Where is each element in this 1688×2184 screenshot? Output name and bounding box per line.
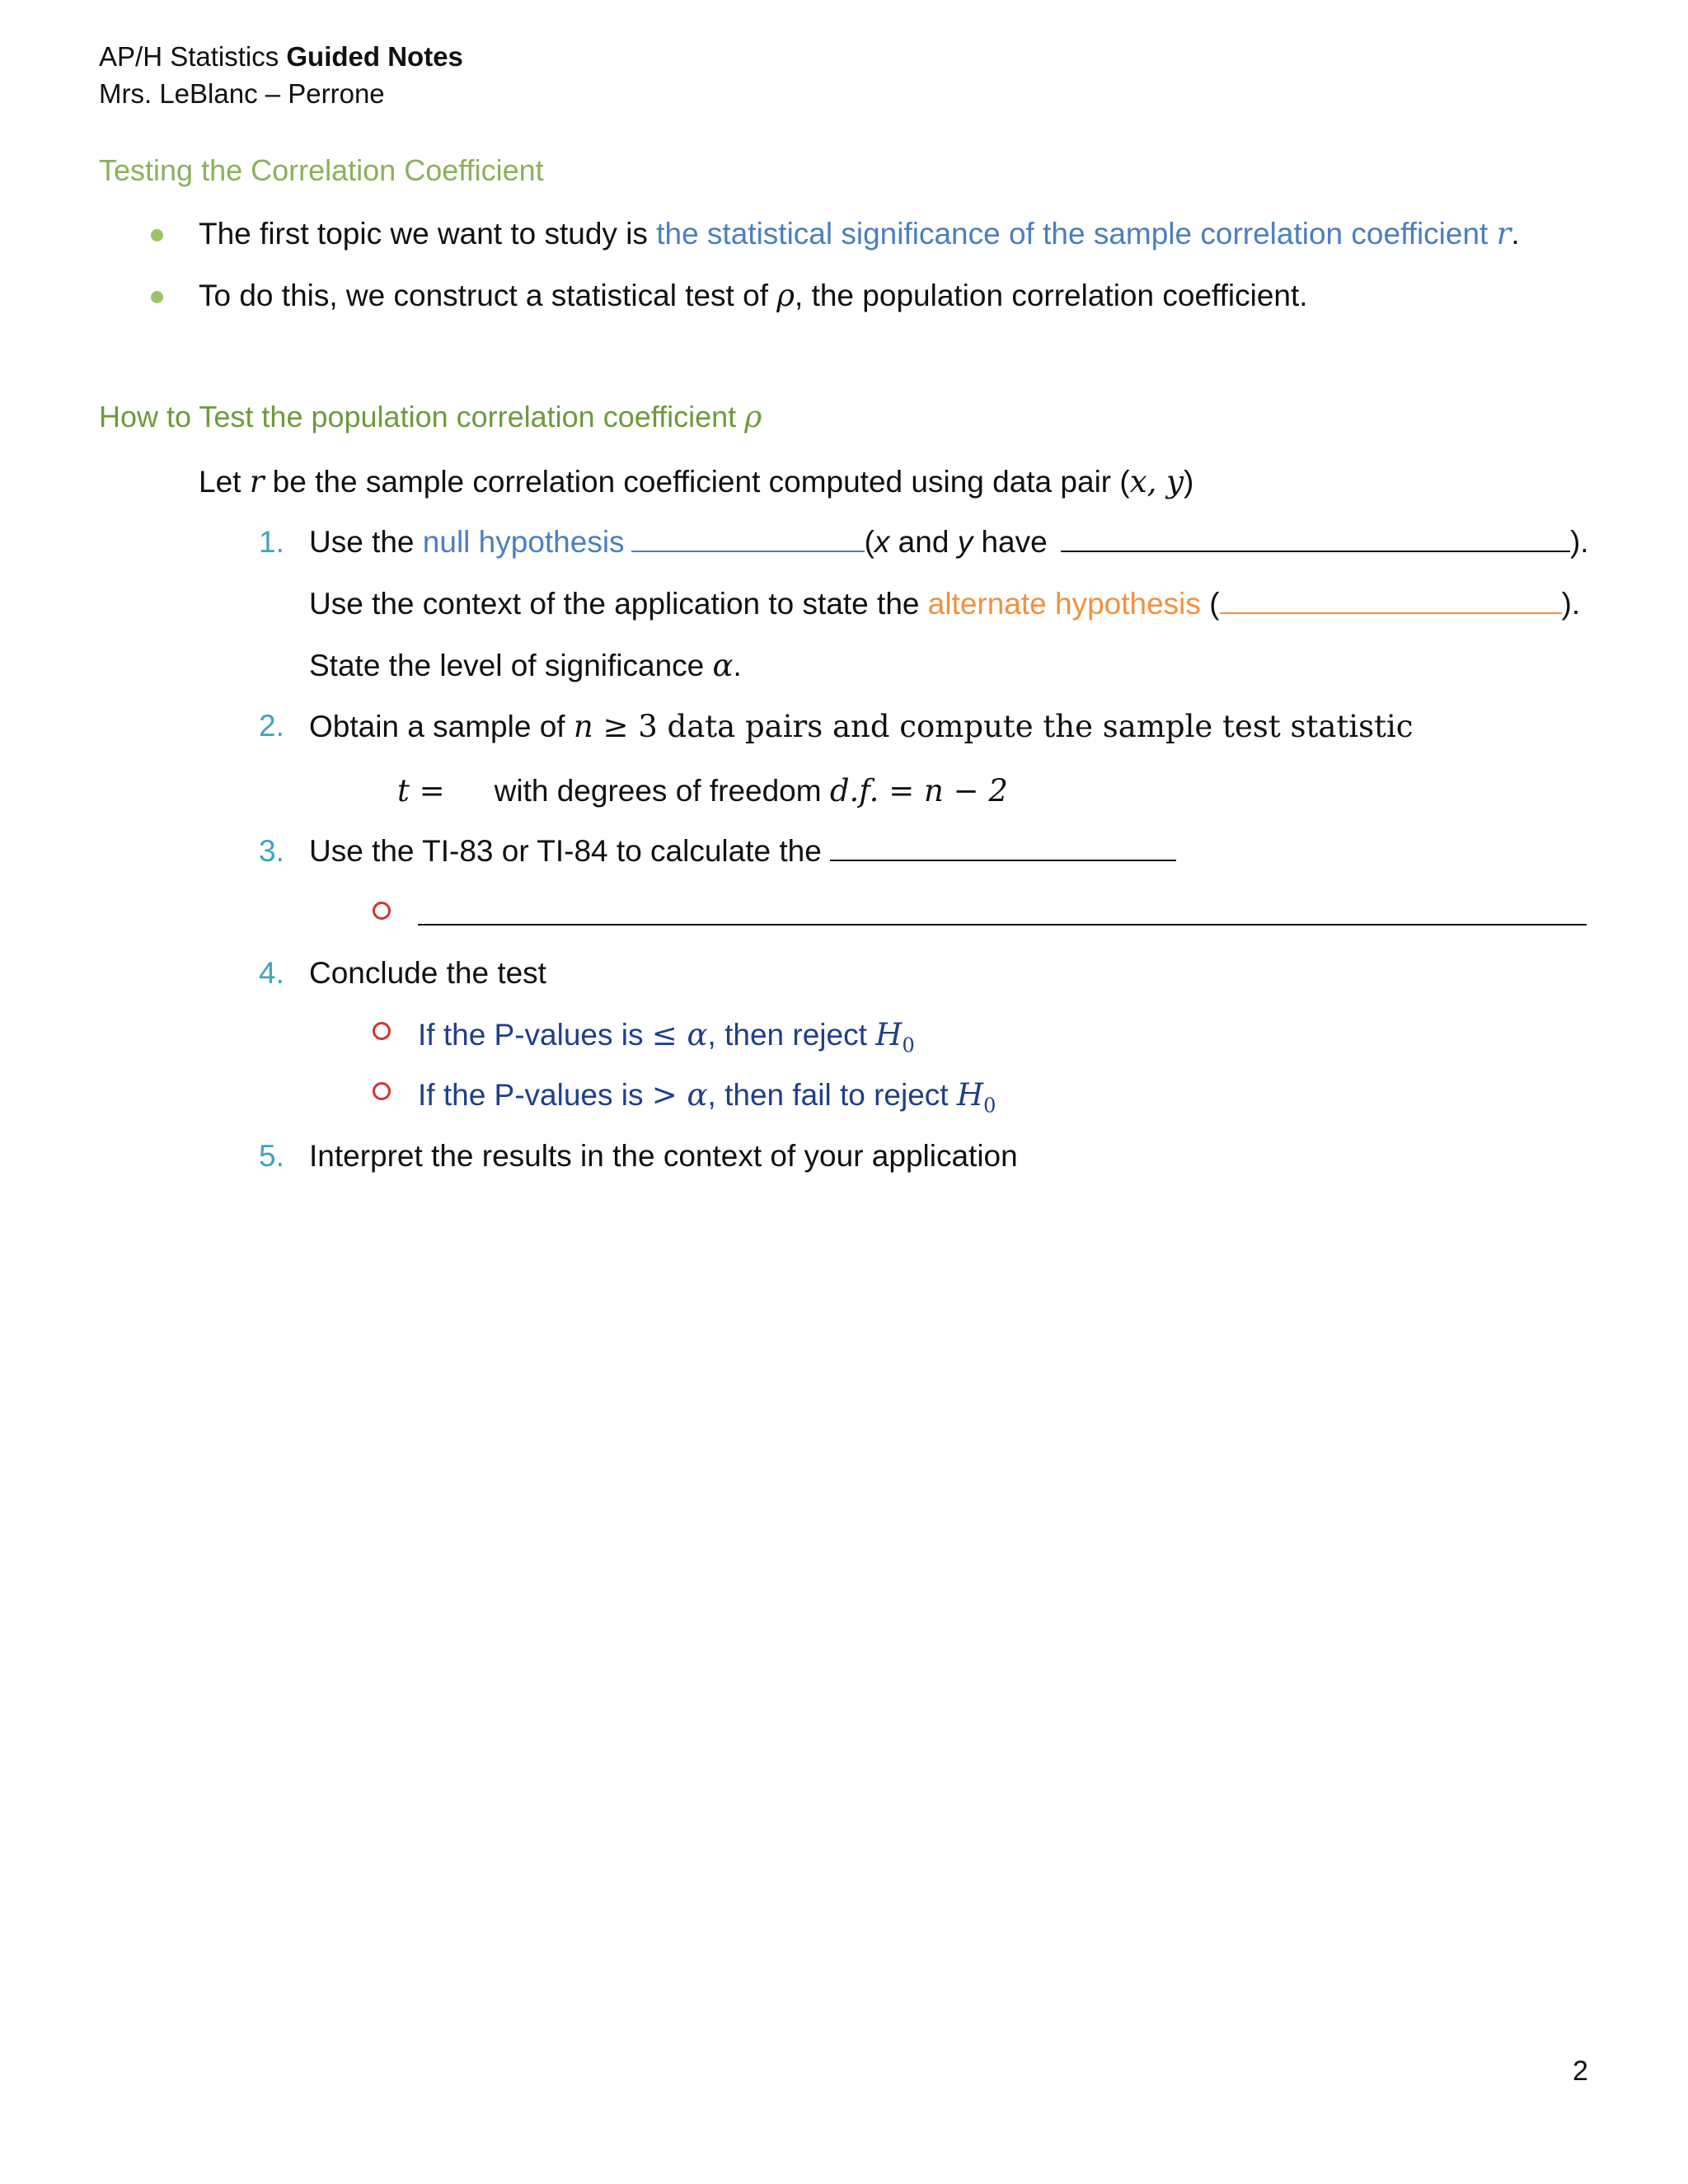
formula-lhs: t = (397, 773, 445, 808)
intro-line (199, 464, 1193, 499)
step1-line2-open: ( (1200, 587, 1220, 621)
step3-line1 (309, 834, 1176, 869)
section1-bullet-2 (199, 278, 1308, 313)
step1-x: x (874, 525, 890, 559)
null-hypothesis-blank[interactable] (631, 526, 865, 552)
sub1-subscript: 0 (902, 1033, 915, 1057)
teacher-name: Mrs. LeBlanc – Perrone (99, 78, 385, 109)
step4-sub1 (418, 1017, 915, 1057)
formula-df: d.f. (829, 773, 879, 808)
bullet1-highlight: the statistical significance of the sample correlation coefficient (656, 217, 1497, 251)
step-number: 1. (259, 525, 284, 559)
section2-title-text: How to Test the population correlation coefficient (99, 400, 745, 434)
bullet2-end: , the population correlation coefficient. (795, 279, 1308, 312)
step-number: 5. (259, 1139, 284, 1173)
sub2-h: H (956, 1077, 984, 1113)
test-statistic-formula (397, 773, 1008, 808)
sub1-text: If the P-values is (418, 1018, 652, 1052)
step1-line3 (309, 648, 742, 683)
step1-y: y (957, 525, 973, 559)
sub1-math: ≤ α (651, 1017, 708, 1052)
circle-bullet-icon (373, 902, 391, 920)
step5-line1: Interpret the results in the context of your application (309, 1139, 1018, 1173)
section2-title (99, 400, 762, 434)
step-number: 3. (259, 834, 284, 868)
step1-line3-text: State the level of significance (309, 649, 713, 682)
calculate-blank[interactable] (830, 835, 1176, 861)
formula-rhs: = n − 2 (879, 773, 1008, 808)
step1-paren: ( (864, 525, 874, 559)
intro-text-2: be the sample correlation coefficient computed using data pair ( (264, 465, 1130, 499)
step3-text: Use the TI-83 or TI-84 to calculate the (309, 834, 831, 868)
step2-n: n (573, 709, 593, 744)
alternate-hypothesis-label: alternate hypothesis (927, 587, 1201, 621)
step1-and: and (889, 525, 958, 559)
alpha-symbol: α (712, 648, 734, 683)
step1-have: have (973, 525, 1056, 559)
alternate-hypothesis-blank[interactable] (1220, 588, 1562, 614)
bullet1-math: r (1496, 216, 1512, 251)
step1-line2-text: Use the context of the application to state the (309, 587, 928, 621)
step1-line3-end: . (733, 649, 742, 682)
sub2-subscript: 0 (983, 1094, 996, 1118)
intro-math-2: x, y (1129, 464, 1184, 499)
circle-bullet-icon (373, 1022, 391, 1040)
step2-text: Obtain a sample of (309, 710, 574, 743)
course-title (99, 41, 463, 73)
page-number: 2 (1573, 2055, 1588, 2087)
section1-bullet-1 (199, 216, 1520, 251)
relationship-blank[interactable] (1061, 526, 1570, 552)
bullet-dot-icon (151, 291, 163, 303)
intro-text: Let (199, 465, 250, 499)
null-hypothesis-label: null hypothesis (422, 525, 625, 559)
step1-end: ). (1569, 525, 1589, 559)
step1-text: Use the (309, 525, 423, 559)
step2-text-2: ≥ 3 data pairs and compute the sample test statistic (593, 709, 1414, 744)
sub1-text-2: , then reject (707, 1018, 876, 1052)
bullet2-math: ρ (776, 278, 795, 313)
step1-line2 (309, 587, 1580, 621)
step1-line1 (309, 525, 1589, 560)
step3-fill-blank[interactable] (418, 899, 1587, 926)
bullet1-text: The first topic we want to study is (199, 217, 657, 251)
sub2-math: > α (651, 1077, 708, 1113)
step1-line2-end: ). (1561, 587, 1581, 621)
bullet-dot-icon (151, 229, 163, 241)
sub1-h: H (875, 1017, 903, 1052)
intro-close: ) (1184, 465, 1194, 499)
bullet2-text: To do this, we construct a statistical test of (199, 279, 777, 312)
step4-sub2 (418, 1077, 996, 1117)
course-bold: Guided Notes (286, 41, 463, 72)
bullet1-end: . (1511, 217, 1520, 251)
section2-title-math: ρ (744, 401, 762, 434)
sub2-text-2: , then fail to reject (707, 1078, 957, 1112)
formula-text: with degrees of freedom (494, 774, 830, 808)
intro-math: r (249, 464, 265, 499)
step-number: 4. (259, 956, 284, 990)
step-number: 2. (259, 709, 284, 743)
course-prefix: AP/H Statistics (99, 41, 287, 72)
step2-line1 (309, 709, 1414, 744)
section1-title: Testing the Correlation Coefficient (99, 153, 544, 187)
circle-bullet-icon (373, 1082, 391, 1100)
sub2-text: If the P-values is (418, 1078, 652, 1112)
step4-line1: Conclude the test (309, 956, 546, 990)
